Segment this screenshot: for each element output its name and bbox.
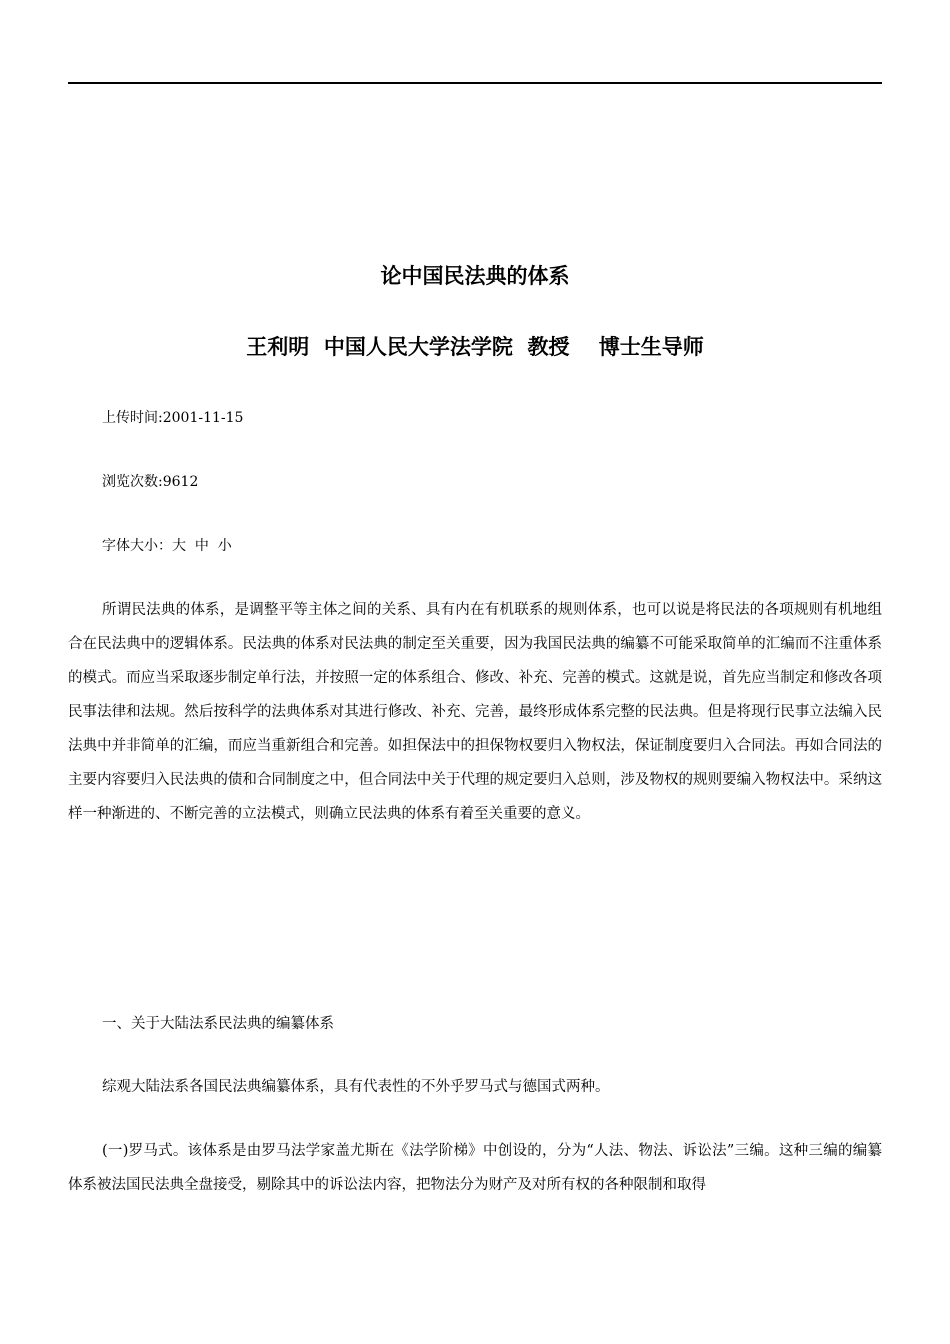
body-paragraph: 综观大陆法系各国民法典编纂体系，具有代表性的不外乎罗马式与德国式两种。 <box>102 1079 610 1095</box>
upload-time: 上传时间:2001-11-15 <box>102 410 244 426</box>
header-rule <box>68 82 882 84</box>
author-byline: 王利明 中国人民大学法学院 教授 博士生导师 <box>246 335 704 359</box>
section-heading: 一、关于大陆法系民法典的编纂体系 <box>102 1016 334 1032</box>
font-size-selector[interactable]: 字体大小：大 中 小 <box>102 538 232 554</box>
document-title: 论中国民法典的体系 <box>380 264 570 288</box>
body-paragraph: 所谓民法典的体系，是调整平等主体之间的关系、具有内在有机联系的规则体系，也可以说是将民法的各项规则有机地组合在民法典中的逻辑体系。民法典的体系对民法典的制定至关重要，因为我国民法典的编纂不可能采取简单的汇编而不注重体系的模式。而应当采取逐步制定单行法，并按照一定的体系组合、修改、补充、完善的模式。这就是说，首先应当制定和修改各项民事法律和法规。然后按科学的法典体系对其进行修改、补充、完善，最终形成体系完整的民法典。但是将现行民事立法编入民法典中并非简单的汇编，而应当重新组合和完善。如担保法中的担保物权要归入物权法，保证制度要归入合同法。再如合同法的主要内容要归入民法典的债和合同制度之中，但合同法中关于代理的规定要归入总则，涉及物权的规则要编入物权法中。采纳这样一种渐进的、不断完善的立法模式，则确立民法典的体系有着至关重要的意义。 <box>68 602 882 822</box>
view-count: 浏览次数:9612 <box>102 474 199 490</box>
body-paragraph: (一)罗马式。该体系是由罗马法学家盖尤斯在《法学阶梯》中创设的，分为“人法、物法、诉讼法”三编。这种三编的编纂体系被法国民法典全盘接受，剔除其中的诉讼法内容，把物法分为财产及对所有权的各种限制和取得 <box>68 1143 882 1193</box>
